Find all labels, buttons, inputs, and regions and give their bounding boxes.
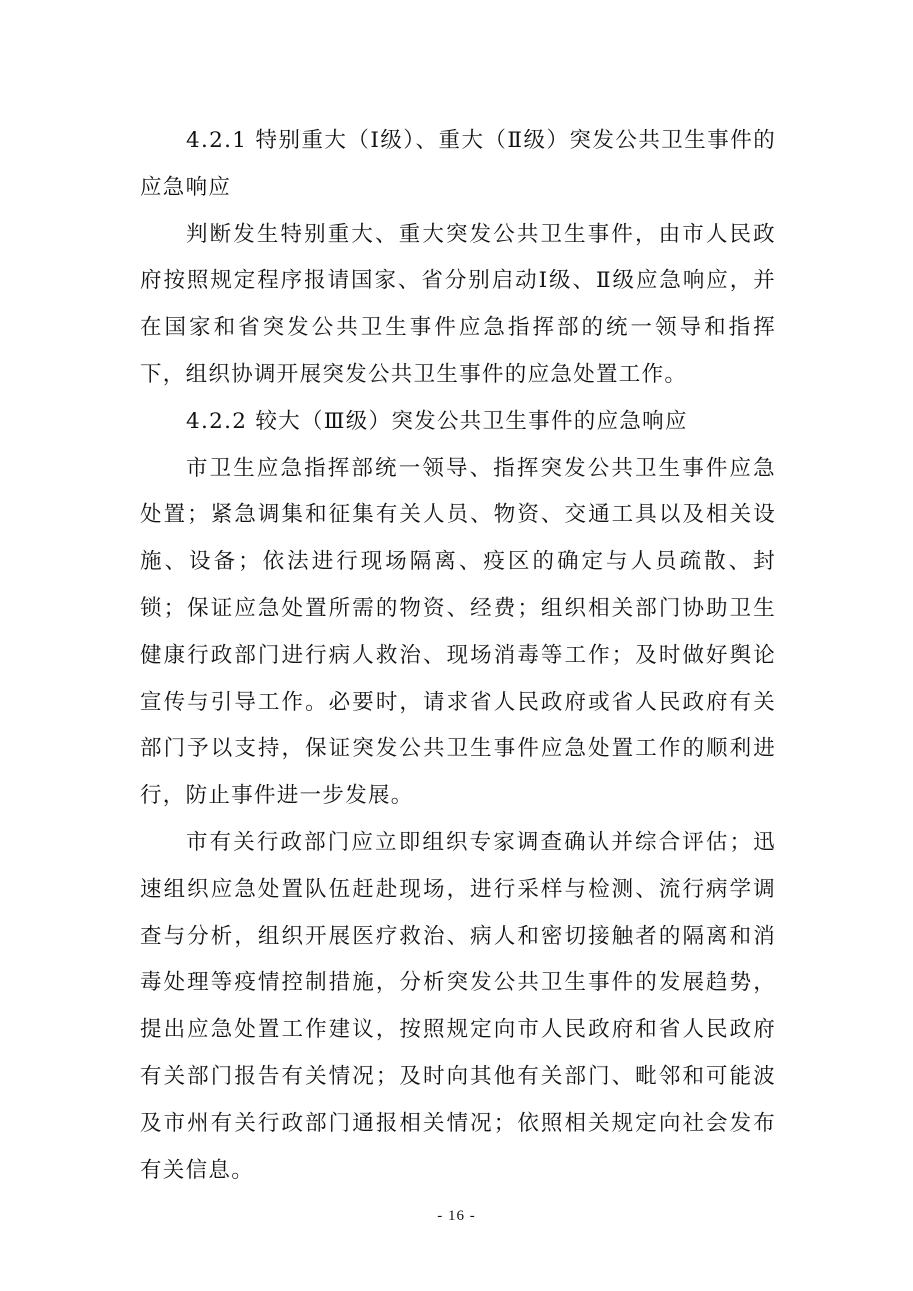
paragraph-4-2-2-body-2: 市有关行政部门应立即组织专家调查确认并综合评估；迅速组织应急处置队伍赶赴现场，进行采样与检测、流行病学调查与分析，组织开展医疗救治、病人和密切接触者的隔离和消毒处理等疫情控制措施，分析突发公共卫生事件的发展趋势，提出应急处置工作建议，按照规定向市人民政府和省人民政府有关部门报告有关情况；及时向其他有关部门、毗邻和可能波及市州有关行政部门通报相关情况；依照相关规定向社会发布有关信息。 (140, 829, 776, 1183)
paragraph-4-2-1-body: 判断发生特别重大、重大突发公共卫生事件，由市人民政府按照规定程序报请国家、省分别启动Ⅰ级、Ⅱ级应急响应，并在国家和省突发公共卫生事件应急指挥部的统一领导和指挥下，组织协调开展突发公共卫生事件的应急处置工作。 (140, 221, 776, 387)
section-heading-4-2-2: 4.2.2 较大（Ⅲ级）突发公共卫生事件的应急响应 (186, 408, 688, 434)
page-number: - 16 - (437, 1208, 476, 1224)
paragraph-4-2-2-body-1: 市卫生应急指挥部统一领导、指挥突发公共卫生事件应急处置；紧急调集和征集有关人员、物资、交通工具以及相关设施、设备；依法进行现场隔离、疫区的确定与人员疏散、封锁；保证应急处置所需的物资、经费；组织相关部门协助卫生健康行政部门进行病人救治、现场消毒等工作；及时做好舆论宣传与引导工作。必要时，请求省人民政府或省人民政府有关部门予以支持，保证突发公共卫生事件应急处置工作的顺利进行，防止事件进一步发展。 (140, 455, 776, 809)
document-body (140, 118, 776, 1194)
section-heading-4-2-1: 4.2.1 特别重大（Ⅰ级）、重大（Ⅱ级）突发公共卫生事件的应急响应 (140, 128, 776, 200)
